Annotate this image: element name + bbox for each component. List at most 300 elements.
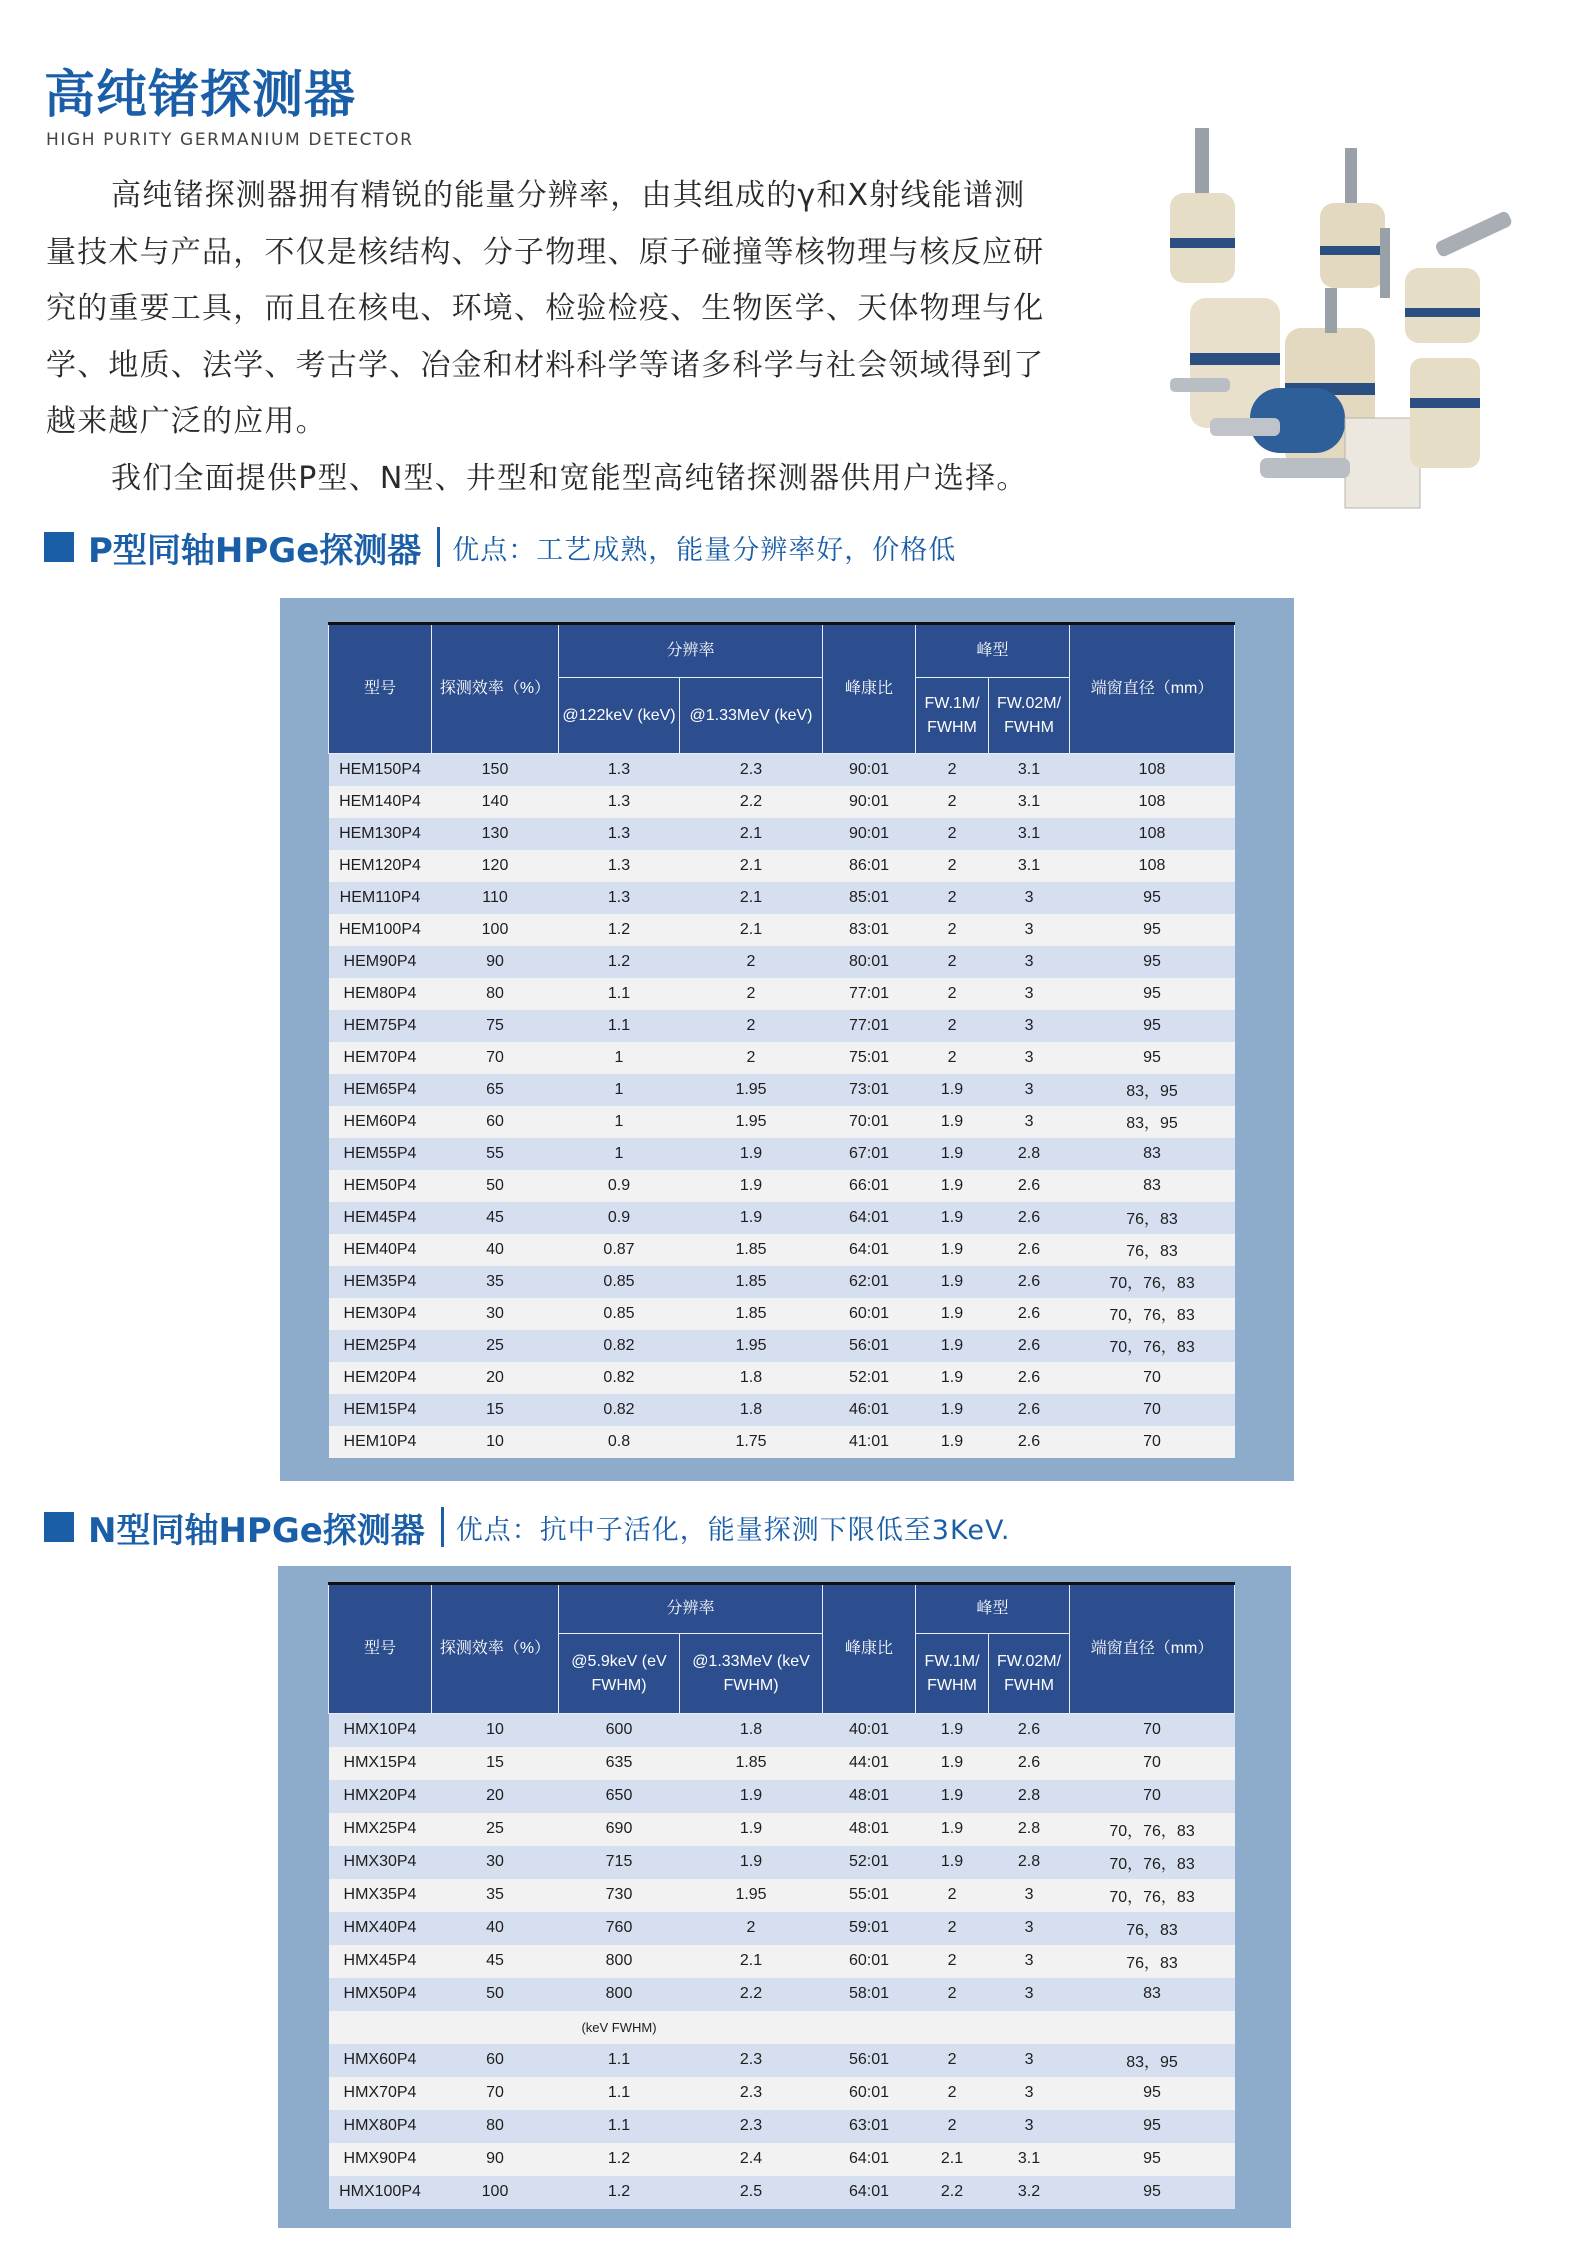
- table-cell: 2.1: [680, 818, 823, 850]
- table-cell: 20: [432, 1780, 559, 1813]
- table-cell: 56:01: [823, 2044, 916, 2077]
- table-cell: 10: [432, 1714, 559, 1747]
- table-cell: 30: [432, 1298, 559, 1330]
- table-cell: 600: [559, 1714, 680, 1747]
- table-row: [329, 1106, 1235, 1138]
- table-cell: 76，83: [1070, 1234, 1235, 1266]
- table-cell: 67:01: [823, 1138, 916, 1170]
- table-row: [329, 818, 1235, 850]
- table-cell: 1.9: [916, 1106, 989, 1138]
- table-cell: 3: [989, 1879, 1070, 1912]
- table-cell: 1.3: [559, 882, 680, 914]
- table-cell: 150: [432, 754, 559, 786]
- table-cell: 800: [559, 1978, 680, 2011]
- table-row: [329, 1846, 1235, 1879]
- table-row: [329, 1266, 1235, 1298]
- table-cell: 83，95: [1070, 2044, 1235, 2077]
- table-cell: HEM120P4: [329, 850, 432, 882]
- table-cell: 83，95: [1070, 1106, 1235, 1138]
- table-cell: [1070, 2011, 1235, 2044]
- table-cell: 2.3: [680, 754, 823, 786]
- table-cell: 77:01: [823, 1010, 916, 1042]
- table-cell: 1.8: [680, 1362, 823, 1394]
- table-cell: HEM65P4: [329, 1074, 432, 1106]
- table-row: [329, 914, 1235, 946]
- table-cell: 1.1: [559, 978, 680, 1010]
- table-cell: 2.1: [680, 850, 823, 882]
- table-cell: 2.6: [989, 1266, 1070, 1298]
- table-cell: 3: [989, 1010, 1070, 1042]
- table-cell: 3: [989, 1912, 1070, 1945]
- header-peak-compton: 峰康比: [823, 624, 916, 754]
- table-cell: 48:01: [823, 1813, 916, 1846]
- table-cell: HMX25P4: [329, 1813, 432, 1846]
- table-cell: 25: [432, 1330, 559, 1362]
- table-cell: 60:01: [823, 1945, 916, 1978]
- table-cell: 2: [916, 1912, 989, 1945]
- table-row: [329, 1042, 1235, 1074]
- table-cell: 66:01: [823, 1170, 916, 1202]
- table-cell: HEM80P4: [329, 978, 432, 1010]
- table-cell: 2: [680, 946, 823, 978]
- table-cell: 2: [916, 786, 989, 818]
- table-cell: 1.95: [680, 1879, 823, 1912]
- intro-line: 我们全面提供P型、N型、井型和宽能型高纯锗探测器供用户选择。: [111, 460, 1028, 496]
- header-resolution: 分辨率: [559, 1584, 823, 1634]
- table-cell: 1.8: [680, 1714, 823, 1747]
- table-cell: 70，76，83: [1070, 1266, 1235, 1298]
- table-cell: 1.9: [916, 1846, 989, 1879]
- table-cell: 1.9: [680, 1846, 823, 1879]
- table-row: [329, 1780, 1235, 1813]
- table-cell: 55:01: [823, 1879, 916, 1912]
- table-cell: 1.75: [680, 1426, 823, 1458]
- dewar-icon: [1170, 128, 1513, 508]
- table-cell: 1.9: [916, 1298, 989, 1330]
- table-cell: 635: [559, 1747, 680, 1780]
- table-cell: 70，76，83: [1070, 1330, 1235, 1362]
- table-row: [329, 1298, 1235, 1330]
- table-cell: 2.2: [680, 786, 823, 818]
- table-cell: 90:01: [823, 754, 916, 786]
- table-cell: 2: [680, 1912, 823, 1945]
- table-cell: 3.1: [989, 850, 1070, 882]
- table-cell: 70: [1070, 1780, 1235, 1813]
- header-fw02m: FW.02M/ FWHM: [989, 1634, 1070, 1714]
- table-cell: 50: [432, 1978, 559, 2011]
- table-cell: 760: [559, 1912, 680, 1945]
- table-cell: 3: [989, 2077, 1070, 2110]
- table-cell: 0.9: [559, 1170, 680, 1202]
- divider: [441, 1507, 444, 1547]
- table-cell: 70: [432, 2077, 559, 2110]
- table-cell: 52:01: [823, 1846, 916, 1879]
- table-cell: 1.2: [559, 2176, 680, 2209]
- table-cell: HEM100P4: [329, 914, 432, 946]
- table-row: [329, 1978, 1235, 2011]
- table-cell: 3.1: [989, 786, 1070, 818]
- table-cell: 1.8: [680, 1394, 823, 1426]
- table-cell: 1.1: [559, 1010, 680, 1042]
- table-cell: 50: [432, 1170, 559, 1202]
- table-cell: 2: [916, 914, 989, 946]
- table-row: [329, 1362, 1235, 1394]
- table-cell: 30: [432, 1846, 559, 1879]
- n-section-heading: [44, 1505, 1011, 1549]
- table-cell: 715: [559, 1846, 680, 1879]
- table-cell: 2.5: [680, 2176, 823, 2209]
- header-model: 型号: [329, 1584, 432, 1714]
- table-cell: 90: [432, 2143, 559, 2176]
- table-cell: 2.3: [680, 2110, 823, 2143]
- table-row: [329, 1879, 1235, 1912]
- table-cell: 63:01: [823, 2110, 916, 2143]
- table-cell: 3: [989, 882, 1070, 914]
- table-cell: HMX45P4: [329, 1945, 432, 1978]
- table-cell: 20: [432, 1362, 559, 1394]
- page-subtitle: HIGH PURITY GERMANIUM DETECTOR: [46, 130, 414, 150]
- table-row: [329, 1010, 1235, 1042]
- table-cell: 2.6: [989, 1234, 1070, 1266]
- table-cell: 108: [1070, 754, 1235, 786]
- table-cell: 0.9: [559, 1202, 680, 1234]
- table-cell: [989, 2011, 1070, 2044]
- table-cell: [329, 2011, 432, 2044]
- table-row: [329, 2044, 1235, 2077]
- p-section-heading: [44, 525, 956, 569]
- table-row: [329, 786, 1235, 818]
- table-cell: 1.9: [916, 1170, 989, 1202]
- table-cell: 60:01: [823, 1298, 916, 1330]
- table-cell: 108: [1070, 818, 1235, 850]
- table-row: [329, 1074, 1235, 1106]
- table-cell: 40: [432, 1912, 559, 1945]
- table-cell: 64:01: [823, 1234, 916, 1266]
- table-cell: 3: [989, 978, 1070, 1010]
- table-cell: 2: [916, 2044, 989, 2077]
- table-cell: 2.2: [916, 2176, 989, 2209]
- table-cell: 1.9: [916, 1362, 989, 1394]
- table-cell: 2.6: [989, 1714, 1070, 1747]
- table-cell: 1.9: [916, 1714, 989, 1747]
- table-cell: 75:01: [823, 1042, 916, 1074]
- header-efficiency: 探测效率（%）: [432, 624, 559, 754]
- table-cell: 95: [1070, 2143, 1235, 2176]
- table-cell: 2: [680, 978, 823, 1010]
- table-cell: 2.6: [989, 1747, 1070, 1780]
- table-cell: 64:01: [823, 2176, 916, 2209]
- table-cell: 1.9: [680, 1780, 823, 1813]
- table-row: [329, 1394, 1235, 1426]
- table-cell: 62:01: [823, 1266, 916, 1298]
- table-cell: 1: [559, 1042, 680, 1074]
- p-section-title: P型同轴HPGe探测器: [88, 530, 422, 571]
- table-cell: 35: [432, 1266, 559, 1298]
- table-cell: HMX15P4: [329, 1747, 432, 1780]
- table-cell: 2.3: [680, 2044, 823, 2077]
- table-cell: 800: [559, 1945, 680, 1978]
- n-section-title: N型同轴HPGe探测器: [88, 1510, 425, 1551]
- table-cell: HEM140P4: [329, 786, 432, 818]
- header-fw02m: FW.02M/ FWHM: [989, 678, 1070, 754]
- table-cell: 2.6: [989, 1298, 1070, 1330]
- table-cell: 77:01: [823, 978, 916, 1010]
- table-cell: 56:01: [823, 1330, 916, 1362]
- detector-product-image: [1170, 128, 1520, 528]
- table-row: [329, 882, 1235, 914]
- header-res-high: @1.33MeV (keV FWHM): [680, 1634, 823, 1714]
- table-cell: 95: [1070, 882, 1235, 914]
- table-cell: 3.2: [989, 2176, 1070, 2209]
- table-cell: 0.85: [559, 1298, 680, 1330]
- table-cell: 60: [432, 1106, 559, 1138]
- table-cell: 1.85: [680, 1266, 823, 1298]
- table-cell: 70: [1070, 1362, 1235, 1394]
- table-cell: HMX100P4: [329, 2176, 432, 2209]
- table-cell: 2.6: [989, 1170, 1070, 1202]
- table-cell: 1.9: [680, 1138, 823, 1170]
- header-res-low: @122keV (keV): [559, 678, 680, 754]
- table-cell: 1.1: [559, 2110, 680, 2143]
- table-row: [329, 946, 1235, 978]
- table-cell: 2.2: [680, 1978, 823, 2011]
- table-row: [329, 1138, 1235, 1170]
- table-cell: HEM50P4: [329, 1170, 432, 1202]
- table-cell: 2: [916, 946, 989, 978]
- table-cell: 70，76，83: [1070, 1813, 1235, 1846]
- table-cell: 95: [1070, 978, 1235, 1010]
- table-cell: 3: [989, 914, 1070, 946]
- table-cell: 2.6: [989, 1362, 1070, 1394]
- n-section-advantage: 优点：抗中子活化，能量探测下限低至3KeV.: [455, 1514, 1011, 1546]
- table-cell: 64:01: [823, 2143, 916, 2176]
- table-cell: 2: [916, 1978, 989, 2011]
- table-cell: 1.2: [559, 2143, 680, 2176]
- table-cell: 100: [432, 914, 559, 946]
- table-row: [329, 2143, 1235, 2176]
- table-cell: 70，76，83: [1070, 1879, 1235, 1912]
- table-cell: 41:01: [823, 1426, 916, 1458]
- table-cell: 2.8: [989, 1846, 1070, 1879]
- table-cell: 95: [1070, 946, 1235, 978]
- table-cell: 1.9: [916, 1426, 989, 1458]
- table-cell: 3: [989, 2044, 1070, 2077]
- table-cell: 0.82: [559, 1362, 680, 1394]
- table-cell: 45: [432, 1202, 559, 1234]
- table-cell: 2.6: [989, 1330, 1070, 1362]
- table-cell: 70: [432, 1042, 559, 1074]
- header-window-diameter: 端窗直径（mm）: [1070, 1584, 1235, 1714]
- table-cell: 1: [559, 1138, 680, 1170]
- table-cell: 70: [1070, 1394, 1235, 1426]
- table-cell: 1: [559, 1106, 680, 1138]
- table-cell: 650: [559, 1780, 680, 1813]
- table-cell: 1.1: [559, 2077, 680, 2110]
- table-cell: 83:01: [823, 914, 916, 946]
- table-cell: 130: [432, 818, 559, 850]
- table-row: [329, 1945, 1235, 1978]
- table-cell: 95: [1070, 1010, 1235, 1042]
- table-cell: 3: [989, 1042, 1070, 1074]
- table-cell: 52:01: [823, 1362, 916, 1394]
- table-cell: HEM45P4: [329, 1202, 432, 1234]
- table-cell: HEM150P4: [329, 754, 432, 786]
- table-cell: HEM75P4: [329, 1010, 432, 1042]
- table-cell: HEM35P4: [329, 1266, 432, 1298]
- table-cell: 73:01: [823, 1074, 916, 1106]
- intro-line: 越来越广泛的应用。: [46, 404, 327, 439]
- table-cell: 2: [916, 978, 989, 1010]
- table-cell: 48:01: [823, 1780, 916, 1813]
- table-cell: 80: [432, 978, 559, 1010]
- table-cell: 90:01: [823, 818, 916, 850]
- table-cell: 70，76，83: [1070, 1298, 1235, 1330]
- table-cell: (keV FWHM): [559, 2011, 680, 2044]
- table-cell: 1.9: [916, 1330, 989, 1362]
- table-cell: 1.9: [916, 1202, 989, 1234]
- table-cell: 0.82: [559, 1394, 680, 1426]
- table-cell: 64:01: [823, 1202, 916, 1234]
- table-cell: 15: [432, 1747, 559, 1780]
- table-cell: 2: [680, 1010, 823, 1042]
- table-cell: 0.85: [559, 1266, 680, 1298]
- table-cell: 3: [989, 1074, 1070, 1106]
- table-cell: 75: [432, 1010, 559, 1042]
- table-cell: 1: [559, 1074, 680, 1106]
- table-cell: 2: [680, 1042, 823, 1074]
- header-fw1m: FW.1M/ FWHM: [916, 678, 989, 754]
- table-cell: [680, 2011, 823, 2044]
- table-cell: 70: [1070, 1426, 1235, 1458]
- table-cell: 83: [1070, 1170, 1235, 1202]
- table-row: [329, 2176, 1235, 2209]
- table-cell: 1.9: [916, 1074, 989, 1106]
- table-row: [329, 1234, 1235, 1266]
- table-cell: 140: [432, 786, 559, 818]
- table-cell: 120: [432, 850, 559, 882]
- table-cell: 90: [432, 946, 559, 978]
- table-cell: 83: [1070, 1978, 1235, 2011]
- table-cell: 1.9: [916, 1266, 989, 1298]
- table-cell: 70: [1070, 1747, 1235, 1780]
- table-cell: 83，95: [1070, 1074, 1235, 1106]
- table-cell: 1.95: [680, 1330, 823, 1362]
- table-cell: HMX90P4: [329, 2143, 432, 2176]
- table-cell: 3: [989, 1945, 1070, 1978]
- table-cell: [823, 2011, 916, 2044]
- table-cell: 65: [432, 1074, 559, 1106]
- table-row: [329, 1330, 1235, 1362]
- table-row: [329, 1426, 1235, 1458]
- table-cell: HEM130P4: [329, 818, 432, 850]
- table-cell: HMX40P4: [329, 1912, 432, 1945]
- table-cell: 40:01: [823, 1714, 916, 1747]
- table-cell: 100: [432, 2176, 559, 2209]
- table-cell: 1.9: [916, 1780, 989, 1813]
- table-cell: 76，83: [1070, 1912, 1235, 1945]
- divider: [437, 527, 440, 567]
- table-cell: 1.9: [916, 1747, 989, 1780]
- table-cell: 2: [916, 882, 989, 914]
- table-cell: 45: [432, 1945, 559, 1978]
- table-cell: 2: [916, 1879, 989, 1912]
- table-cell: 10: [432, 1426, 559, 1458]
- table-cell: HEM90P4: [329, 946, 432, 978]
- table-cell: 2.1: [916, 2143, 989, 2176]
- table-cell: 108: [1070, 786, 1235, 818]
- table-cell: 60: [432, 2044, 559, 2077]
- table-cell: 1.95: [680, 1074, 823, 1106]
- table-cell: 1.85: [680, 1298, 823, 1330]
- table-cell: 2: [916, 2077, 989, 2110]
- table-cell: 60:01: [823, 2077, 916, 2110]
- table-cell: HEM25P4: [329, 1330, 432, 1362]
- p-type-spec-table: [328, 622, 1235, 1458]
- table-cell: 2: [916, 2110, 989, 2143]
- table-cell: 59:01: [823, 1912, 916, 1945]
- table-cell: 2.6: [989, 1202, 1070, 1234]
- n-type-spec-table: [328, 1582, 1235, 2209]
- table-cell: 2: [916, 754, 989, 786]
- table-cell: 1.85: [680, 1234, 823, 1266]
- table-cell: 2: [916, 1042, 989, 1074]
- table-cell: HEM110P4: [329, 882, 432, 914]
- table-cell: 2: [916, 818, 989, 850]
- table-cell: 2.1: [680, 914, 823, 946]
- table-cell: 35: [432, 1879, 559, 1912]
- table-cell: 1.9: [916, 1813, 989, 1846]
- table-cell: 1.9: [916, 1138, 989, 1170]
- intro-line: 量技术与产品，不仅是核结构、分子物理、原子碰撞等核物理与核反应研: [46, 234, 1045, 270]
- intro-line: 究的重要工具，而且在核电、环境、检验检疫、生物医学、天体物理与化: [46, 291, 1045, 326]
- table-cell: 15: [432, 1394, 559, 1426]
- table-cell: 55: [432, 1138, 559, 1170]
- table-cell: 1.2: [559, 946, 680, 978]
- header-res-low: @5.9keV (eV FWHM): [559, 1634, 680, 1714]
- header-peak-compton: 峰康比: [823, 1584, 916, 1714]
- table-cell: 86:01: [823, 850, 916, 882]
- table-cell: 0.87: [559, 1234, 680, 1266]
- intro-paragraph: [46, 168, 1096, 507]
- table-cell: 110: [432, 882, 559, 914]
- header-window-diameter: 端窗直径（mm）: [1070, 624, 1235, 754]
- table-row: [329, 2077, 1235, 2110]
- table-row: [329, 1813, 1235, 1846]
- table-row: [329, 2011, 1235, 2044]
- table-cell: 3: [989, 1978, 1070, 2011]
- table-cell: 1.1: [559, 2044, 680, 2077]
- table-cell: 0.82: [559, 1330, 680, 1362]
- header-model: 型号: [329, 624, 432, 754]
- table-cell: 83: [1070, 1138, 1235, 1170]
- table-cell: 95: [1070, 2077, 1235, 2110]
- page-title: 高纯锗探测器: [44, 66, 357, 125]
- table-cell: 40: [432, 1234, 559, 1266]
- table-cell: 2.8: [989, 1138, 1070, 1170]
- header-fw1m: FW.1M/ FWHM: [916, 1634, 989, 1714]
- table-cell: 1.2: [559, 914, 680, 946]
- table-cell: HEM15P4: [329, 1394, 432, 1426]
- table-cell: 3: [989, 1106, 1070, 1138]
- table-cell: 2: [916, 1945, 989, 1978]
- table-cell: 58:01: [823, 1978, 916, 2011]
- table-cell: 690: [559, 1813, 680, 1846]
- table-cell: 95: [1070, 2176, 1235, 2209]
- table-cell: 46:01: [823, 1394, 916, 1426]
- header-efficiency: 探测效率（%）: [432, 1584, 559, 1714]
- table-cell: 95: [1070, 2110, 1235, 2143]
- table-cell: HEM70P4: [329, 1042, 432, 1074]
